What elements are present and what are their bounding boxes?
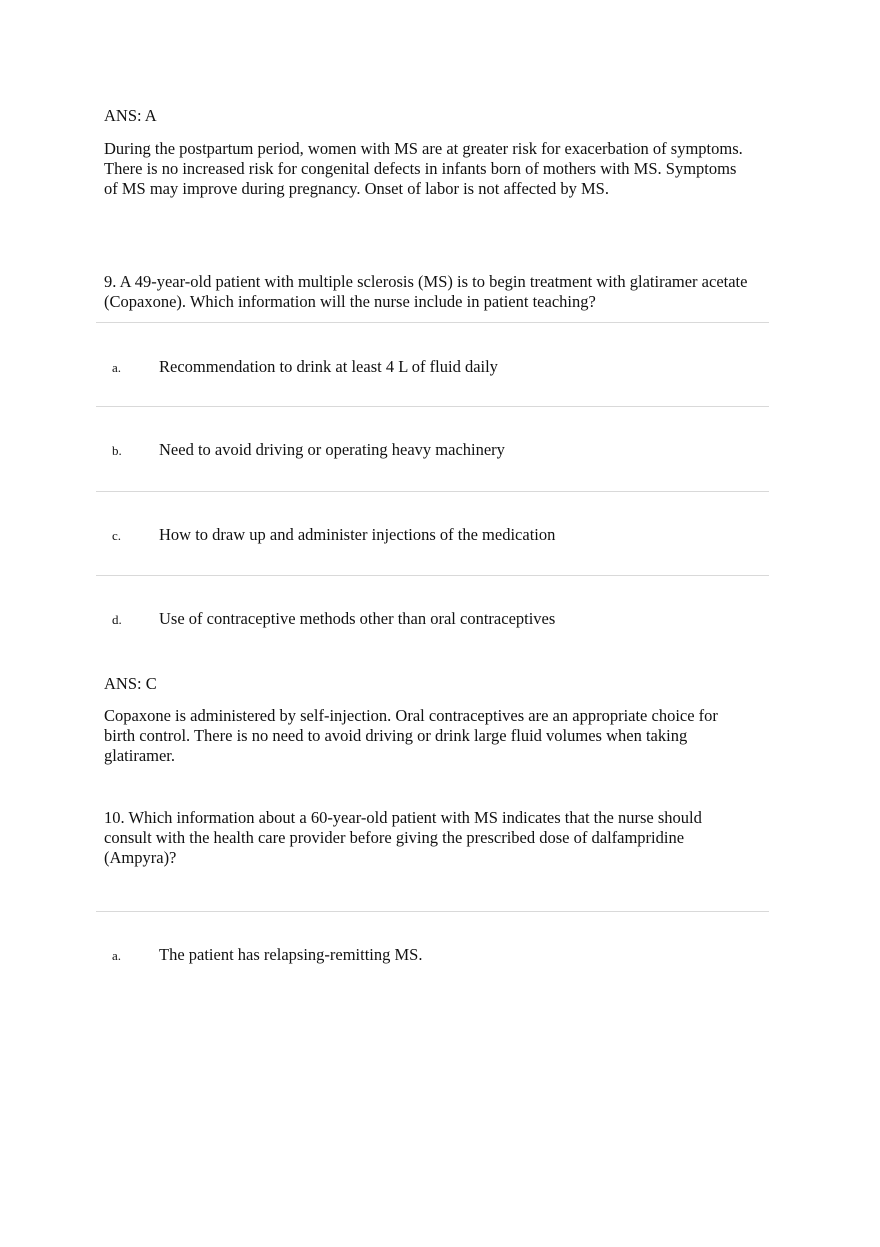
question-9-stem: [104, 272, 804, 312]
stem-line: 10. Which information about a 60-year-old patient with MS indicates that the nurse should: [104, 808, 702, 827]
q9-answer-key: ANS: C: [104, 674, 157, 693]
divider: [96, 322, 769, 323]
rationale-line: During the postpartum period, women with MS are at greater risk for exacerbation of symptoms.: [104, 139, 743, 158]
option-letter: a.: [112, 360, 122, 375]
option-letter: a.: [112, 948, 122, 963]
divider: [96, 406, 769, 407]
option-text: Use of contraceptive methods other than oral contraceptives: [159, 609, 556, 628]
stem-line: (Ampyra)?: [104, 848, 177, 867]
option-a[interactable]: [104, 945, 764, 967]
rationale-line: birth control. There is no need to avoid driving or drink large fluid volumes when taking: [104, 726, 688, 745]
option-letter: c.: [112, 528, 122, 543]
option-text: The patient has relapsing-remitting MS.: [159, 945, 423, 964]
rationale-line: glatiramer.: [104, 746, 176, 765]
prev-answer-key: ANS: A: [104, 106, 157, 125]
option-letter: b.: [112, 443, 122, 458]
option-text: Need to avoid driving or operating heavy machinery: [159, 440, 505, 459]
stem-line: 9. A 49-year-old patient with multiple sclerosis (MS) is to begin treatment with glatiramer acetate: [104, 272, 748, 291]
divider: [96, 575, 769, 576]
stem-line: consult with the health care provider before giving the prescribed dose of dalfampridine: [104, 828, 685, 847]
option-text: Recommendation to drink at least 4 L of fluid daily: [159, 357, 498, 376]
option-letter: d.: [112, 612, 122, 627]
question-10-stem: [104, 808, 794, 868]
option-d[interactable]: [104, 609, 764, 631]
divider: [96, 491, 769, 492]
rationale-line: of MS may improve during pregnancy. Onset of labor is not affected by MS.: [104, 179, 609, 198]
option-c[interactable]: [104, 525, 764, 547]
q9-rationale: [104, 706, 794, 766]
rationale-line: Copaxone is administered by self-injection. Oral contraceptives are an appropriate choice for: [104, 706, 718, 725]
stem-line: (Copaxone). Which information will the nurse include in patient teaching?: [104, 292, 596, 311]
rationale-line: There is no increased risk for congenital defects in infants born of mothers with MS. Symptoms: [104, 159, 737, 178]
option-text: How to draw up and administer injections of the medication: [159, 525, 556, 544]
option-a[interactable]: [104, 357, 764, 379]
divider: [96, 911, 769, 912]
option-b[interactable]: [104, 440, 764, 462]
prev-rationale: [104, 139, 794, 199]
